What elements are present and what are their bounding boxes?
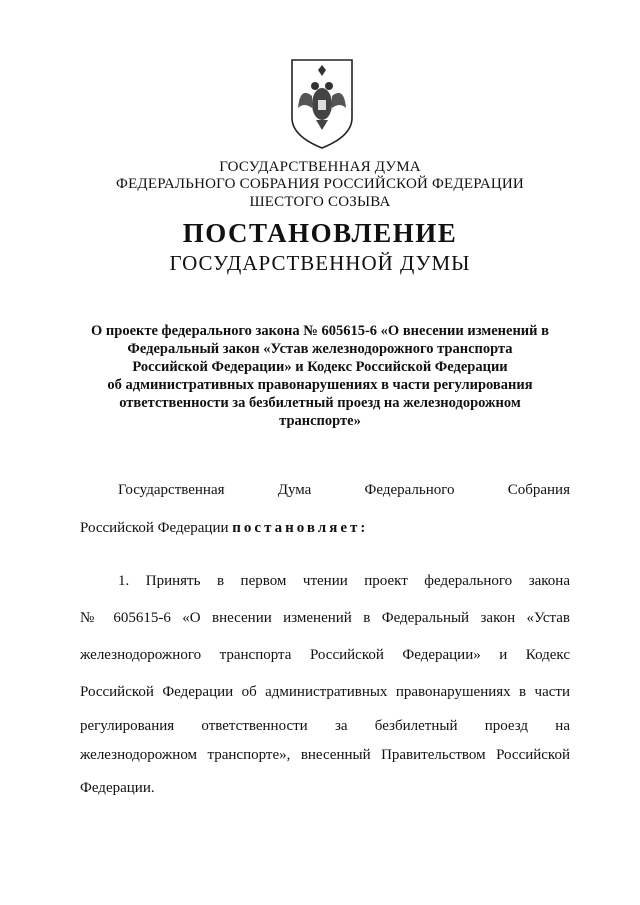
paragraph-line: № 605615-6 «О внесении изменений в Федеральный закон «Устав — [80, 610, 570, 626]
subject-line: Федеральный закон «Устав железнодорожного транспорта — [127, 341, 513, 357]
document-title: ПОСТАНОВЛЕНИЕ — [182, 218, 458, 248]
resolves-verb: постановляет: — [232, 520, 369, 536]
paragraph-line: Федерации. — [80, 780, 155, 796]
paragraph-line: железнодорожном транспорте», внесенный Правительством Российской — [80, 747, 570, 763]
subject-line: транспорте» — [279, 413, 361, 429]
federal-assembly-name: ФЕДЕРАЛЬНОГО СОБРАНИЯ РОССИЙСКОЙ ФЕДЕРАЦИИ — [116, 176, 524, 192]
subject-line: ответственности за безбилетный проезд на железнодорожном — [119, 395, 521, 411]
preamble-text: Российской Федерации — [80, 520, 233, 536]
paragraph-line: железнодорожного транспорта Российской Федерации» и Кодекс — [80, 647, 570, 663]
convocation: ШЕСТОГО СОЗЫВА — [249, 194, 391, 210]
subject-line: Российской Федерации» и Кодекс Российской Федерации — [132, 359, 508, 375]
paragraph-line: Российской Федерации об административных правонарушениях в части — [80, 684, 570, 700]
subject-line: об административных правонарушениях в части регулирования — [107, 377, 533, 393]
resolution-subject — [60, 322, 580, 430]
coat-of-arms-emblem — [286, 56, 358, 152]
duma-name: ГОСУДАРСТВЕННАЯ ДУМА — [219, 159, 421, 175]
paragraph-line: регулирования ответственности за безбилетный проезд на — [80, 718, 570, 734]
preamble-line — [80, 519, 368, 537]
paragraph-line: 1. Принять в первом чтении проект федерального закона — [118, 573, 570, 589]
subject-line: О проекте федерального закона № 605615-6 «О внесении изменений в — [91, 323, 549, 339]
preamble-line: Государственная Дума Федерального Собрания — [118, 482, 570, 498]
document-subtitle: ГОСУДАРСТВЕННОЙ ДУМЫ — [169, 251, 471, 275]
